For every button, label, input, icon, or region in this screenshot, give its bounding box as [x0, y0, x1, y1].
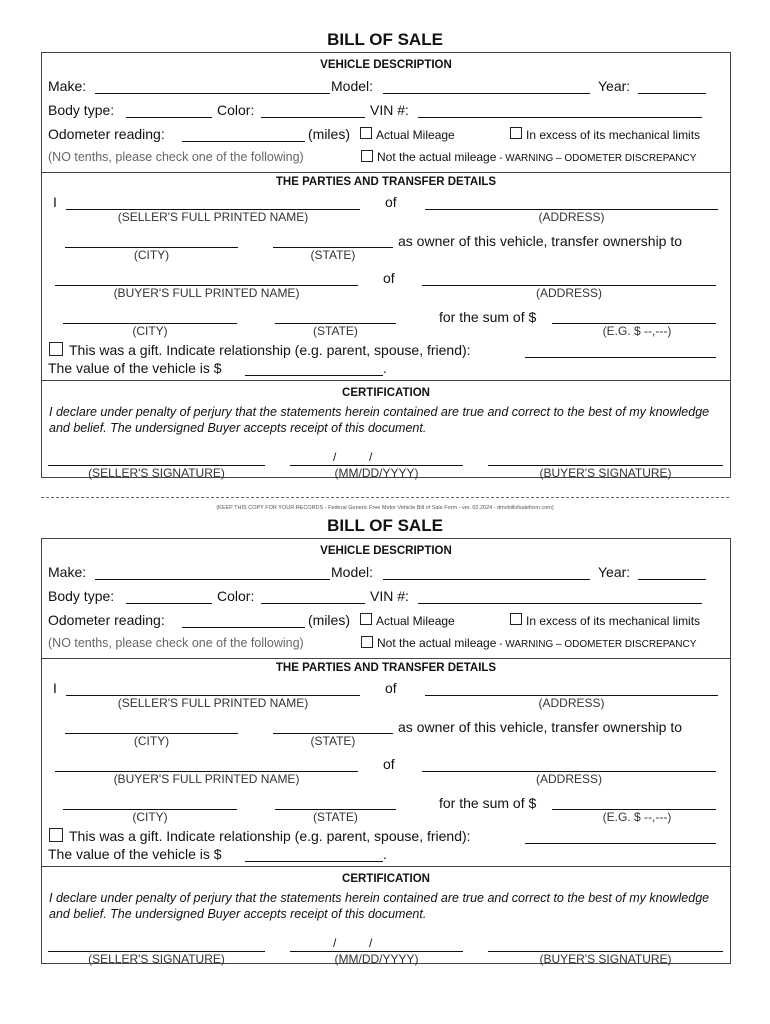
odometer-warning: - WARNING – ODOMETER DISCREPANCY: [496, 153, 697, 164]
gift-label: This was a gift. Indicate relationship (e.g. parent, spouse, friend):: [69, 342, 471, 358]
body-type-field[interactable]: [126, 603, 212, 604]
odometer-label: Odometer reading:: [48, 612, 165, 628]
form-box: [41, 538, 731, 964]
date-separator: /: [333, 936, 337, 950]
year-field[interactable]: [638, 579, 706, 580]
certification-text: I declare under penalty of perjury that the statements herein contained are true and correct to the best of my knowledge and belief. The undersigned Buyer accepts receipt of this document.: [49, 891, 710, 921]
buyer-signature-caption: (BUYER'S SIGNATURE): [539, 952, 672, 966]
actual-mileage-label: Actual Mileage: [376, 128, 455, 142]
date-separator: /: [369, 936, 373, 950]
form-title: BILL OF SALE: [327, 516, 443, 535]
i-label: I: [53, 680, 57, 696]
body-type-label: Body type:: [48, 102, 115, 118]
vehicle-description-heading: VEHICLE DESCRIPTION: [320, 59, 452, 71]
year-label: Year:: [598, 78, 631, 94]
buyer-address-caption: (ADDRESS): [535, 772, 602, 786]
vehicle-value-end: .: [383, 846, 387, 862]
of-label: of: [383, 270, 395, 286]
make-field[interactable]: [95, 93, 330, 94]
sum-example-caption: (E.G. $ --,---): [602, 324, 672, 338]
odometer-label: Odometer reading:: [48, 126, 165, 142]
date-separator: /: [369, 450, 373, 464]
certification-section: [42, 867, 730, 966]
model-field[interactable]: [383, 93, 590, 94]
not-actual-mileage-checkbox[interactable]: [361, 636, 373, 648]
seller-signature-caption: (SELLER'S SIGNATURE): [88, 952, 225, 966]
gift-label: This was a gift. Indicate relationship (e.g. parent, spouse, friend):: [69, 828, 471, 844]
model-label: Model:: [331, 564, 374, 580]
make-label: Make:: [48, 564, 87, 580]
i-label: I: [53, 194, 57, 210]
vehicle-description-section: [42, 53, 730, 172]
excess-mileage-checkbox[interactable]: [510, 127, 522, 139]
excess-mileage-label: In excess of its mechanical limits: [526, 128, 701, 142]
model-label: Model:: [331, 78, 374, 94]
sum-label: for the sum of $: [439, 795, 537, 811]
sum-example-caption: (E.G. $ --,---): [602, 810, 672, 824]
seller-city-caption: (CITY): [133, 248, 170, 262]
vehicle-description-heading: VEHICLE DESCRIPTION: [320, 545, 452, 557]
odometer-field[interactable]: [182, 141, 305, 142]
seller-signature-caption: (SELLER'S SIGNATURE): [88, 466, 225, 480]
owner-transfer-text: as owner of this vehicle, transfer ownership to: [398, 719, 683, 735]
color-field[interactable]: [261, 603, 365, 604]
seller-address-caption: (ADDRESS): [538, 696, 605, 710]
of-label: of: [383, 756, 395, 772]
seller-address-caption: (ADDRESS): [538, 210, 605, 224]
year-field[interactable]: [638, 93, 706, 94]
seller-state-caption: (STATE): [310, 734, 356, 748]
vin-field[interactable]: [418, 117, 702, 118]
keep-copy-note: (KEEP THIS COPY FOR YOUR RECORDS - Federal Generic Free Motor Vehicle Bill of Sale Form - ver. 02.2024 - dmvbillofsaleform.com): [216, 505, 554, 511]
vehicle-value-field[interactable]: [245, 861, 383, 862]
date-caption: (MM/DD/YYYY): [334, 466, 419, 480]
seller-name-caption: (SELLER'S FULL PRINTED NAME): [117, 696, 309, 710]
gift-checkbox[interactable]: [49, 342, 63, 356]
body-type-field[interactable]: [126, 117, 212, 118]
no-tenths-note: (NO tenths, please check one of the following): [48, 636, 304, 650]
certification-section: [42, 381, 730, 480]
form-title: BILL OF SALE: [327, 30, 443, 49]
actual-mileage-label: Actual Mileage: [376, 614, 455, 628]
not-actual-mileage-checkbox[interactable]: [361, 150, 373, 162]
of-label: of: [385, 194, 397, 210]
certification-heading: CERTIFICATION: [342, 873, 430, 885]
make-label: Make:: [48, 78, 87, 94]
seller-state-caption: (STATE): [310, 248, 356, 262]
vin-label: VIN #:: [370, 102, 409, 118]
buyer-city-caption: (CITY): [132, 810, 168, 824]
buyer-name-caption: (BUYER'S FULL PRINTED NAME): [113, 286, 300, 300]
vin-field[interactable]: [418, 603, 702, 604]
buyer-signature-caption: (BUYER'S SIGNATURE): [539, 466, 672, 480]
not-actual-mileage-label: Not the actual mileage - WARNING – ODOMETER DISCREPANCY: [377, 636, 697, 650]
actual-mileage-checkbox[interactable]: [360, 127, 372, 139]
vehicle-value-field[interactable]: [245, 375, 383, 376]
actual-mileage-checkbox[interactable]: [360, 613, 372, 625]
parties-section: [42, 173, 730, 380]
odometer-field[interactable]: [182, 627, 305, 628]
form-box: [41, 52, 731, 478]
date-caption: (MM/DD/YYYY): [334, 952, 419, 966]
make-field[interactable]: [95, 579, 330, 580]
vehicle-value-end: .: [383, 360, 387, 376]
buyer-name-caption: (BUYER'S FULL PRINTED NAME): [113, 772, 300, 786]
no-tenths-note: (NO tenths, please check one of the following): [48, 150, 304, 164]
model-field[interactable]: [383, 579, 590, 580]
seller-city-caption: (CITY): [133, 734, 170, 748]
of-label: of: [385, 680, 397, 696]
year-label: Year:: [598, 564, 631, 580]
certification-text: I declare under penalty of perjury that the statements herein contained are true and correct to the best of my knowledge and belief. The undersigned Buyer accepts receipt of this document.: [49, 405, 710, 435]
parties-heading: THE PARTIES AND TRANSFER DETAILS: [275, 662, 497, 674]
bill-of-sale-form-copy-2: [0, 486, 770, 972]
certification-heading: CERTIFICATION: [342, 387, 430, 399]
parties-heading: THE PARTIES AND TRANSFER DETAILS: [275, 176, 497, 188]
buyer-city-caption: (CITY): [132, 324, 168, 338]
excess-mileage-label: In excess of its mechanical limits: [526, 614, 701, 628]
vin-label: VIN #:: [370, 588, 409, 604]
color-label: Color:: [217, 588, 255, 604]
excess-mileage-checkbox[interactable]: [510, 613, 522, 625]
vehicle-description-section: [42, 539, 730, 658]
relationship-field[interactable]: [525, 843, 716, 844]
miles-label: (miles): [308, 612, 350, 628]
gift-checkbox[interactable]: [49, 828, 63, 842]
owner-transfer-text: as owner of this vehicle, transfer ownership to: [398, 233, 683, 249]
body-type-label: Body type:: [48, 588, 115, 604]
sum-label: for the sum of $: [439, 309, 537, 325]
bill-of-sale-form-copy-1: [0, 0, 770, 486]
color-label: Color:: [217, 102, 255, 118]
not-actual-mileage-label: Not the actual mileage - WARNING – ODOMETER DISCREPANCY: [377, 150, 697, 164]
seller-name-caption: (SELLER'S FULL PRINTED NAME): [117, 210, 309, 224]
buyer-state-caption: (STATE): [313, 324, 358, 338]
miles-label: (miles): [308, 126, 350, 142]
vehicle-value-label: The value of the vehicle is $: [48, 360, 222, 376]
buyer-address-caption: (ADDRESS): [535, 286, 602, 300]
relationship-field[interactable]: [525, 357, 716, 358]
odometer-warning: - WARNING – ODOMETER DISCREPANCY: [496, 639, 697, 650]
parties-section: [42, 659, 730, 866]
color-field[interactable]: [261, 117, 365, 118]
vehicle-value-label: The value of the vehicle is $: [48, 846, 222, 862]
buyer-state-caption: (STATE): [313, 810, 358, 824]
date-separator: /: [333, 450, 337, 464]
